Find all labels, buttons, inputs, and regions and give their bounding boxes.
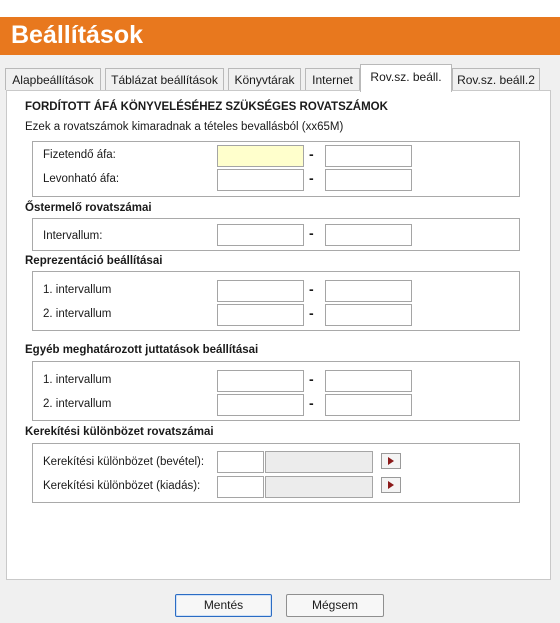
tab-label: Rov.sz. beáll. <box>370 70 442 84</box>
rounding-expense-code-input[interactable] <box>217 476 264 498</box>
rounding-expense-select-button[interactable] <box>381 477 401 493</box>
tab-konyvtarak[interactable] <box>228 68 301 90</box>
rounding-income-select-button[interactable] <box>381 453 401 469</box>
other-benefits-1-to-input[interactable] <box>325 370 412 392</box>
tab-rovsz-beall-2[interactable] <box>452 68 540 90</box>
representation-1-from-input[interactable] <box>217 280 304 302</box>
label-representation-interval-2: 2. intervallum <box>43 308 112 320</box>
label-representation-interval-1: 1. intervallum <box>43 284 112 296</box>
group-box-rounding <box>32 443 520 503</box>
tab-tablazat-beallitasok[interactable] <box>105 68 224 90</box>
tab-alapbeallitasok[interactable] <box>5 68 101 90</box>
range-dash: - <box>309 225 314 241</box>
tab-label: Táblázat beállítások <box>111 73 218 87</box>
other-benefits-2-from-input[interactable] <box>217 394 304 416</box>
label-intervallum: Intervallum: <box>43 230 103 242</box>
tab-rovsz-beall[interactable] <box>360 64 452 92</box>
label-rounding-expense: Kerekítési különbözet (kiadás): <box>43 480 201 492</box>
label-other-benefits-interval-1: 1. intervallum <box>43 374 112 386</box>
range-dash: - <box>309 305 314 321</box>
play-icon <box>388 457 394 465</box>
label-rounding-income: Kerekítési különbözet (bevétel): <box>43 456 205 468</box>
representation-2-to-input[interactable] <box>325 304 412 326</box>
fizetendo-afa-from-input[interactable] <box>217 145 304 167</box>
representation-2-from-input[interactable] <box>217 304 304 326</box>
label-levonhato-afa: Levonható áfa: <box>43 173 120 185</box>
range-dash: - <box>309 146 314 162</box>
tab-label: Rov.sz. beáll.2 <box>457 73 535 87</box>
rounding-expense-name-field <box>265 476 373 498</box>
range-dash: - <box>309 170 314 186</box>
group-box-other-benefits <box>32 361 520 421</box>
cancel-button[interactable]: Mégsem <box>286 594 384 617</box>
label-other-benefits-interval-2: 2. intervallum <box>43 398 112 410</box>
representation-1-to-input[interactable] <box>325 280 412 302</box>
section-title-reverse-vat: FORDÍTOTT ÁFÁ KÖNYVELÉSÉHEZ SZÜKSÉGES ROVATSZÁMOK <box>25 101 388 113</box>
play-icon <box>388 481 394 489</box>
range-dash: - <box>309 371 314 387</box>
title-bar <box>0 17 560 55</box>
range-dash: - <box>309 281 314 297</box>
group-box-primary-producer <box>32 218 520 251</box>
rounding-income-code-input[interactable] <box>217 451 264 473</box>
section-title-primary-producer: Őstermelő rovatszámai <box>25 202 152 214</box>
tab-internet[interactable] <box>305 68 360 90</box>
group-box-representation <box>32 271 520 331</box>
settings-panel <box>6 90 551 580</box>
save-button[interactable]: Mentés <box>175 594 272 617</box>
section-title-representation: Reprezentáció beállításai <box>25 255 163 267</box>
levonhato-afa-to-input[interactable] <box>325 169 412 191</box>
other-benefits-2-to-input[interactable] <box>325 394 412 416</box>
levonhato-afa-from-input[interactable] <box>217 169 304 191</box>
fizetendo-afa-to-input[interactable] <box>325 145 412 167</box>
group-box-reverse-vat <box>32 141 520 197</box>
label-fizetendo-afa: Fizetendő áfa: <box>43 149 116 161</box>
ostermelo-to-input[interactable] <box>325 224 412 246</box>
section-title-rounding: Kerekítési különbözet rovatszámai <box>25 426 214 438</box>
ostermelo-from-input[interactable] <box>217 224 304 246</box>
tab-label: Internet <box>312 73 353 87</box>
tab-label: Alapbeállítások <box>12 73 94 87</box>
rounding-income-name-field <box>265 451 373 473</box>
section-note-reverse-vat: Ezek a rovatszámok kimaradnak a tételes bevallásból (xx65M) <box>25 121 344 133</box>
tab-label: Könyvtárak <box>234 73 295 87</box>
range-dash: - <box>309 395 314 411</box>
top-strip <box>0 0 560 17</box>
window-title: Beállítások <box>11 21 144 49</box>
section-title-other-benefits: Egyéb meghatározott juttatások beállításai <box>25 344 259 356</box>
other-benefits-1-from-input[interactable] <box>217 370 304 392</box>
